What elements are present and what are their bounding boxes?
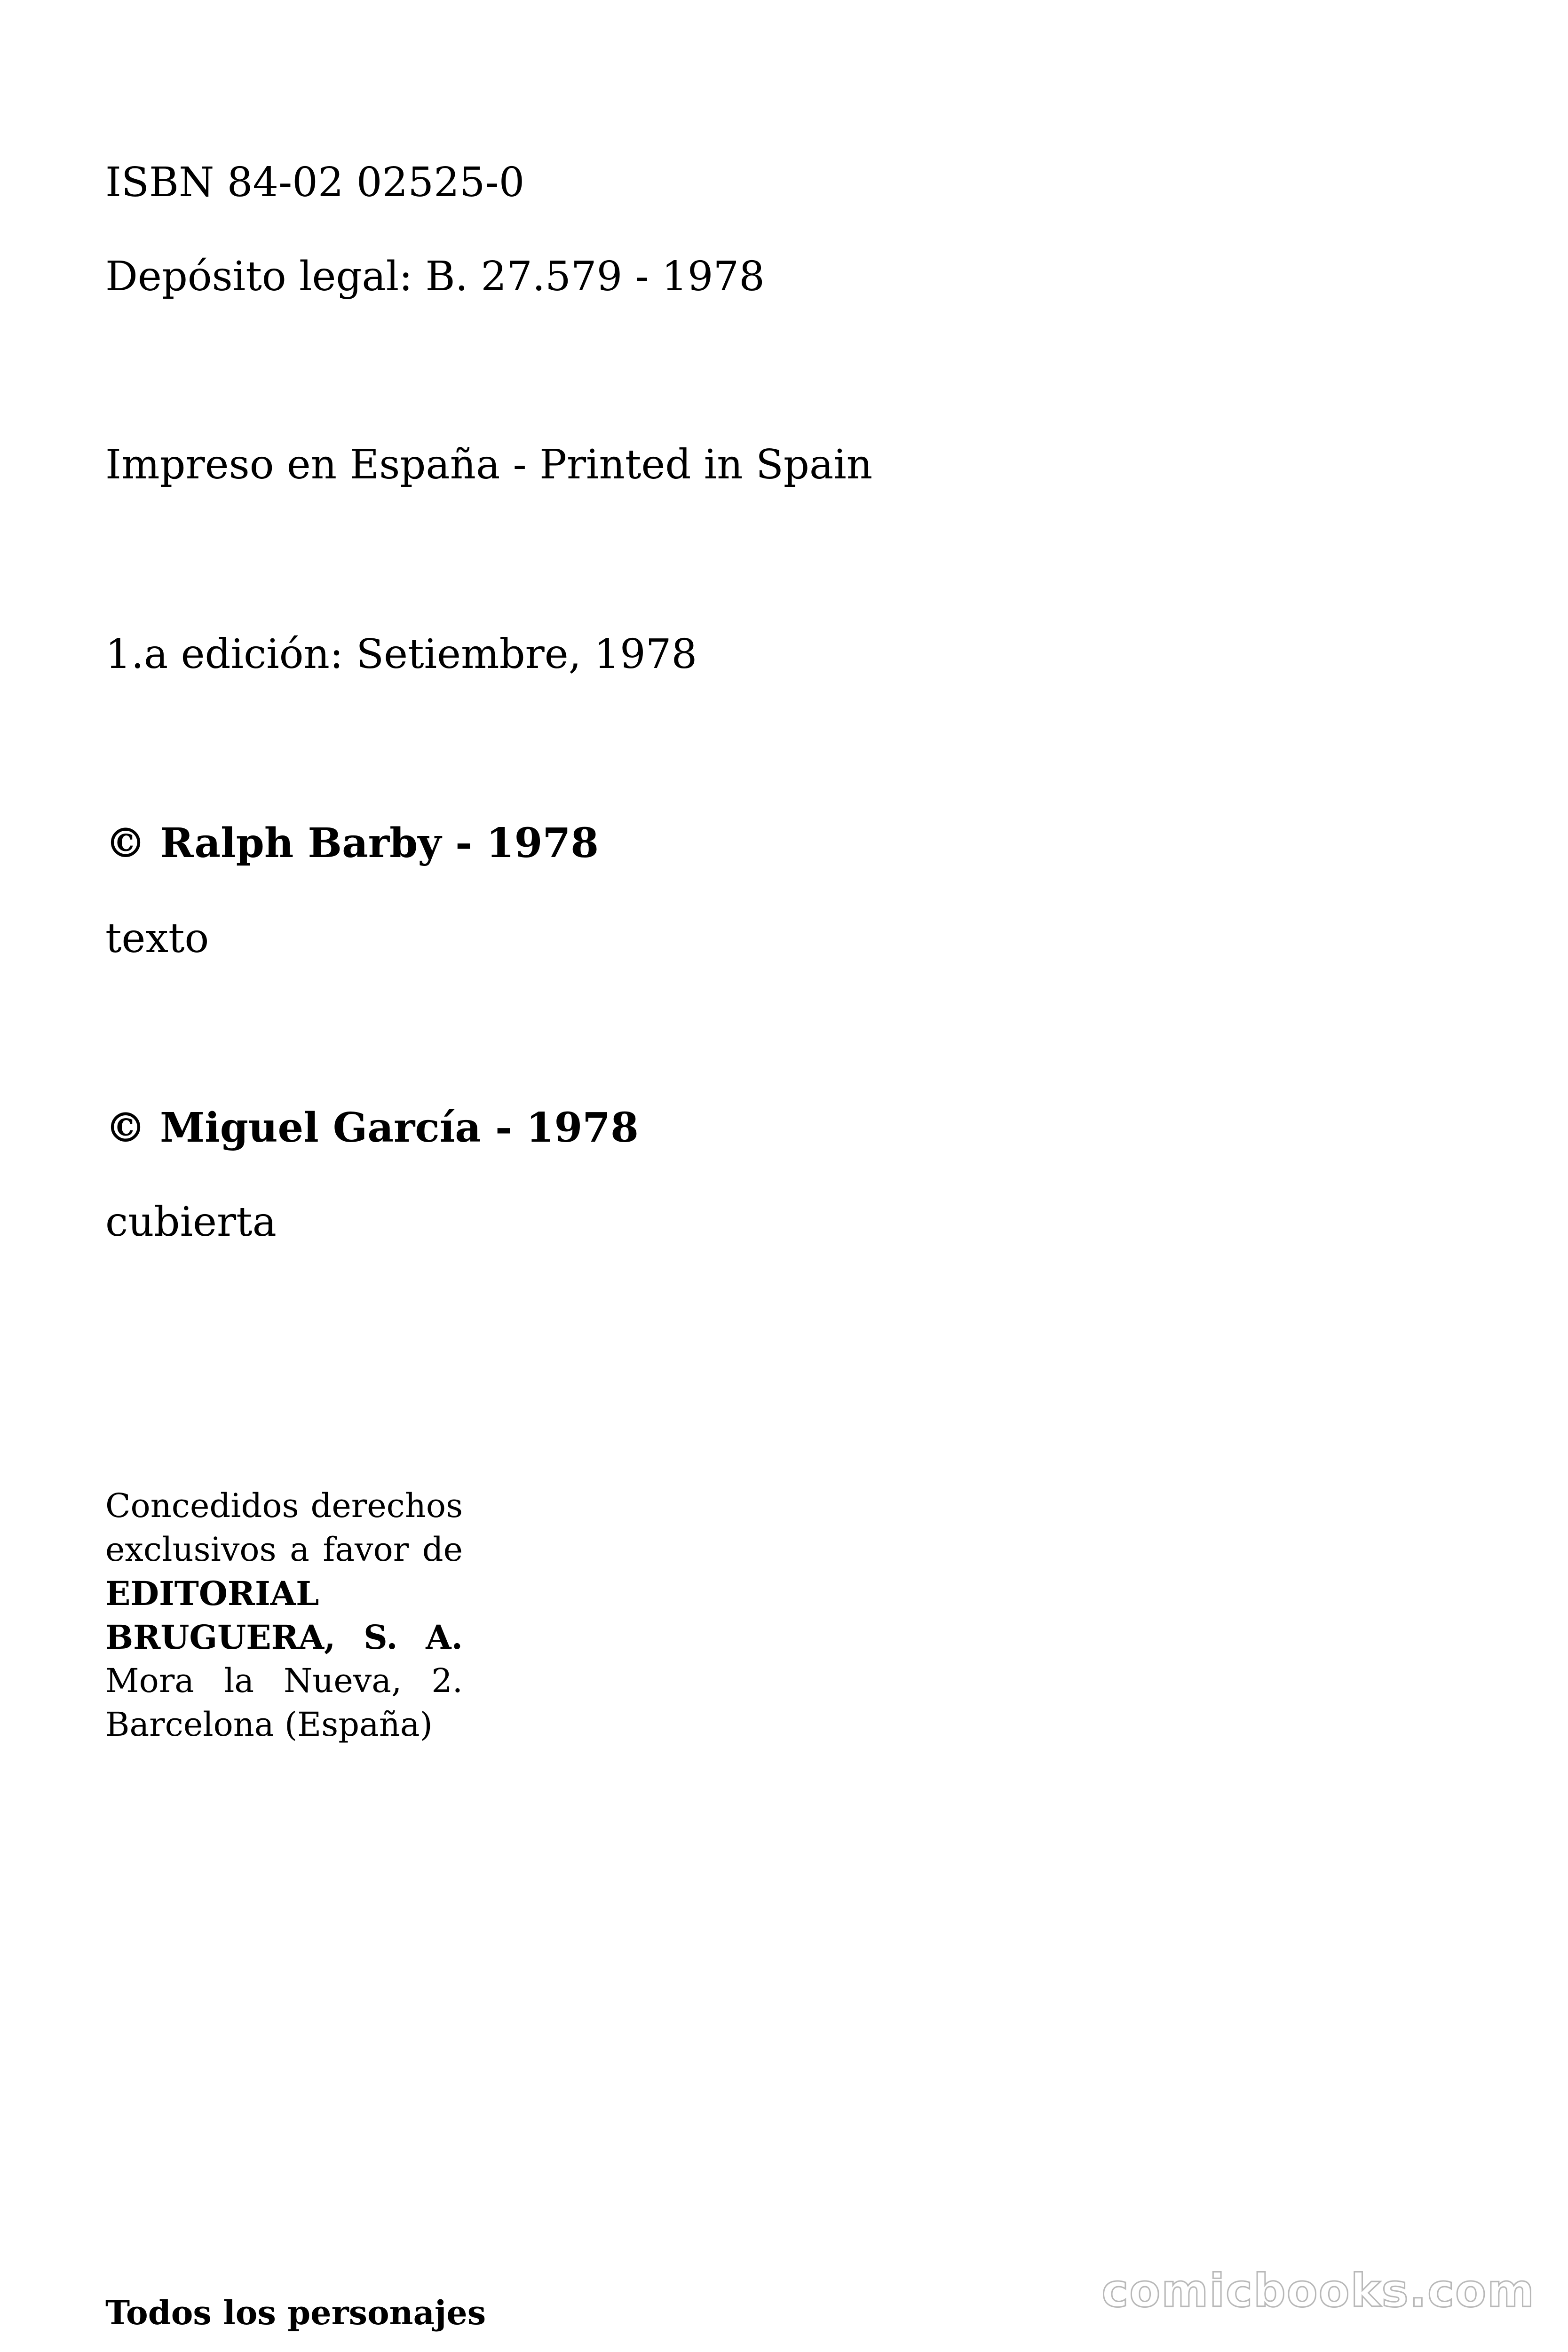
publisher-name-2: BRUGUERA, S. A. (105, 1618, 463, 1657)
publisher-address-1: Mora la Nueva, 2. (105, 1661, 463, 1700)
footer-text: Todos los personajes (105, 2293, 486, 2332)
printed-in-line: Impreso en España - Printed in Spain (105, 441, 873, 488)
rights-line-1: Concedidos derechos (105, 1486, 463, 1525)
rights-notice (105, 1484, 463, 1747)
watermark-logo: comicbooks.com (1101, 2265, 1535, 2317)
publisher-address-2: Barcelona (España) (105, 1705, 433, 1744)
copyright-cover-artist: © Miguel García - 1978 (105, 1104, 639, 1152)
deposito-legal-line: Depósito legal: B. 27.579 - 1978 (105, 253, 765, 300)
isbn-line: ISBN 84-02 02525-0 (105, 159, 525, 206)
credit-role-cover: cubierta (105, 1199, 277, 1246)
rights-line-2: exclusivos a favor de (105, 1530, 463, 1569)
credit-role-text: texto (105, 915, 209, 962)
publisher-name-1: EDITORIAL (105, 1574, 319, 1613)
edition-line: 1.a edición: Setiembre, 1978 (105, 631, 697, 678)
copyright-text-author: © Ralph Barby - 1978 (105, 819, 599, 867)
